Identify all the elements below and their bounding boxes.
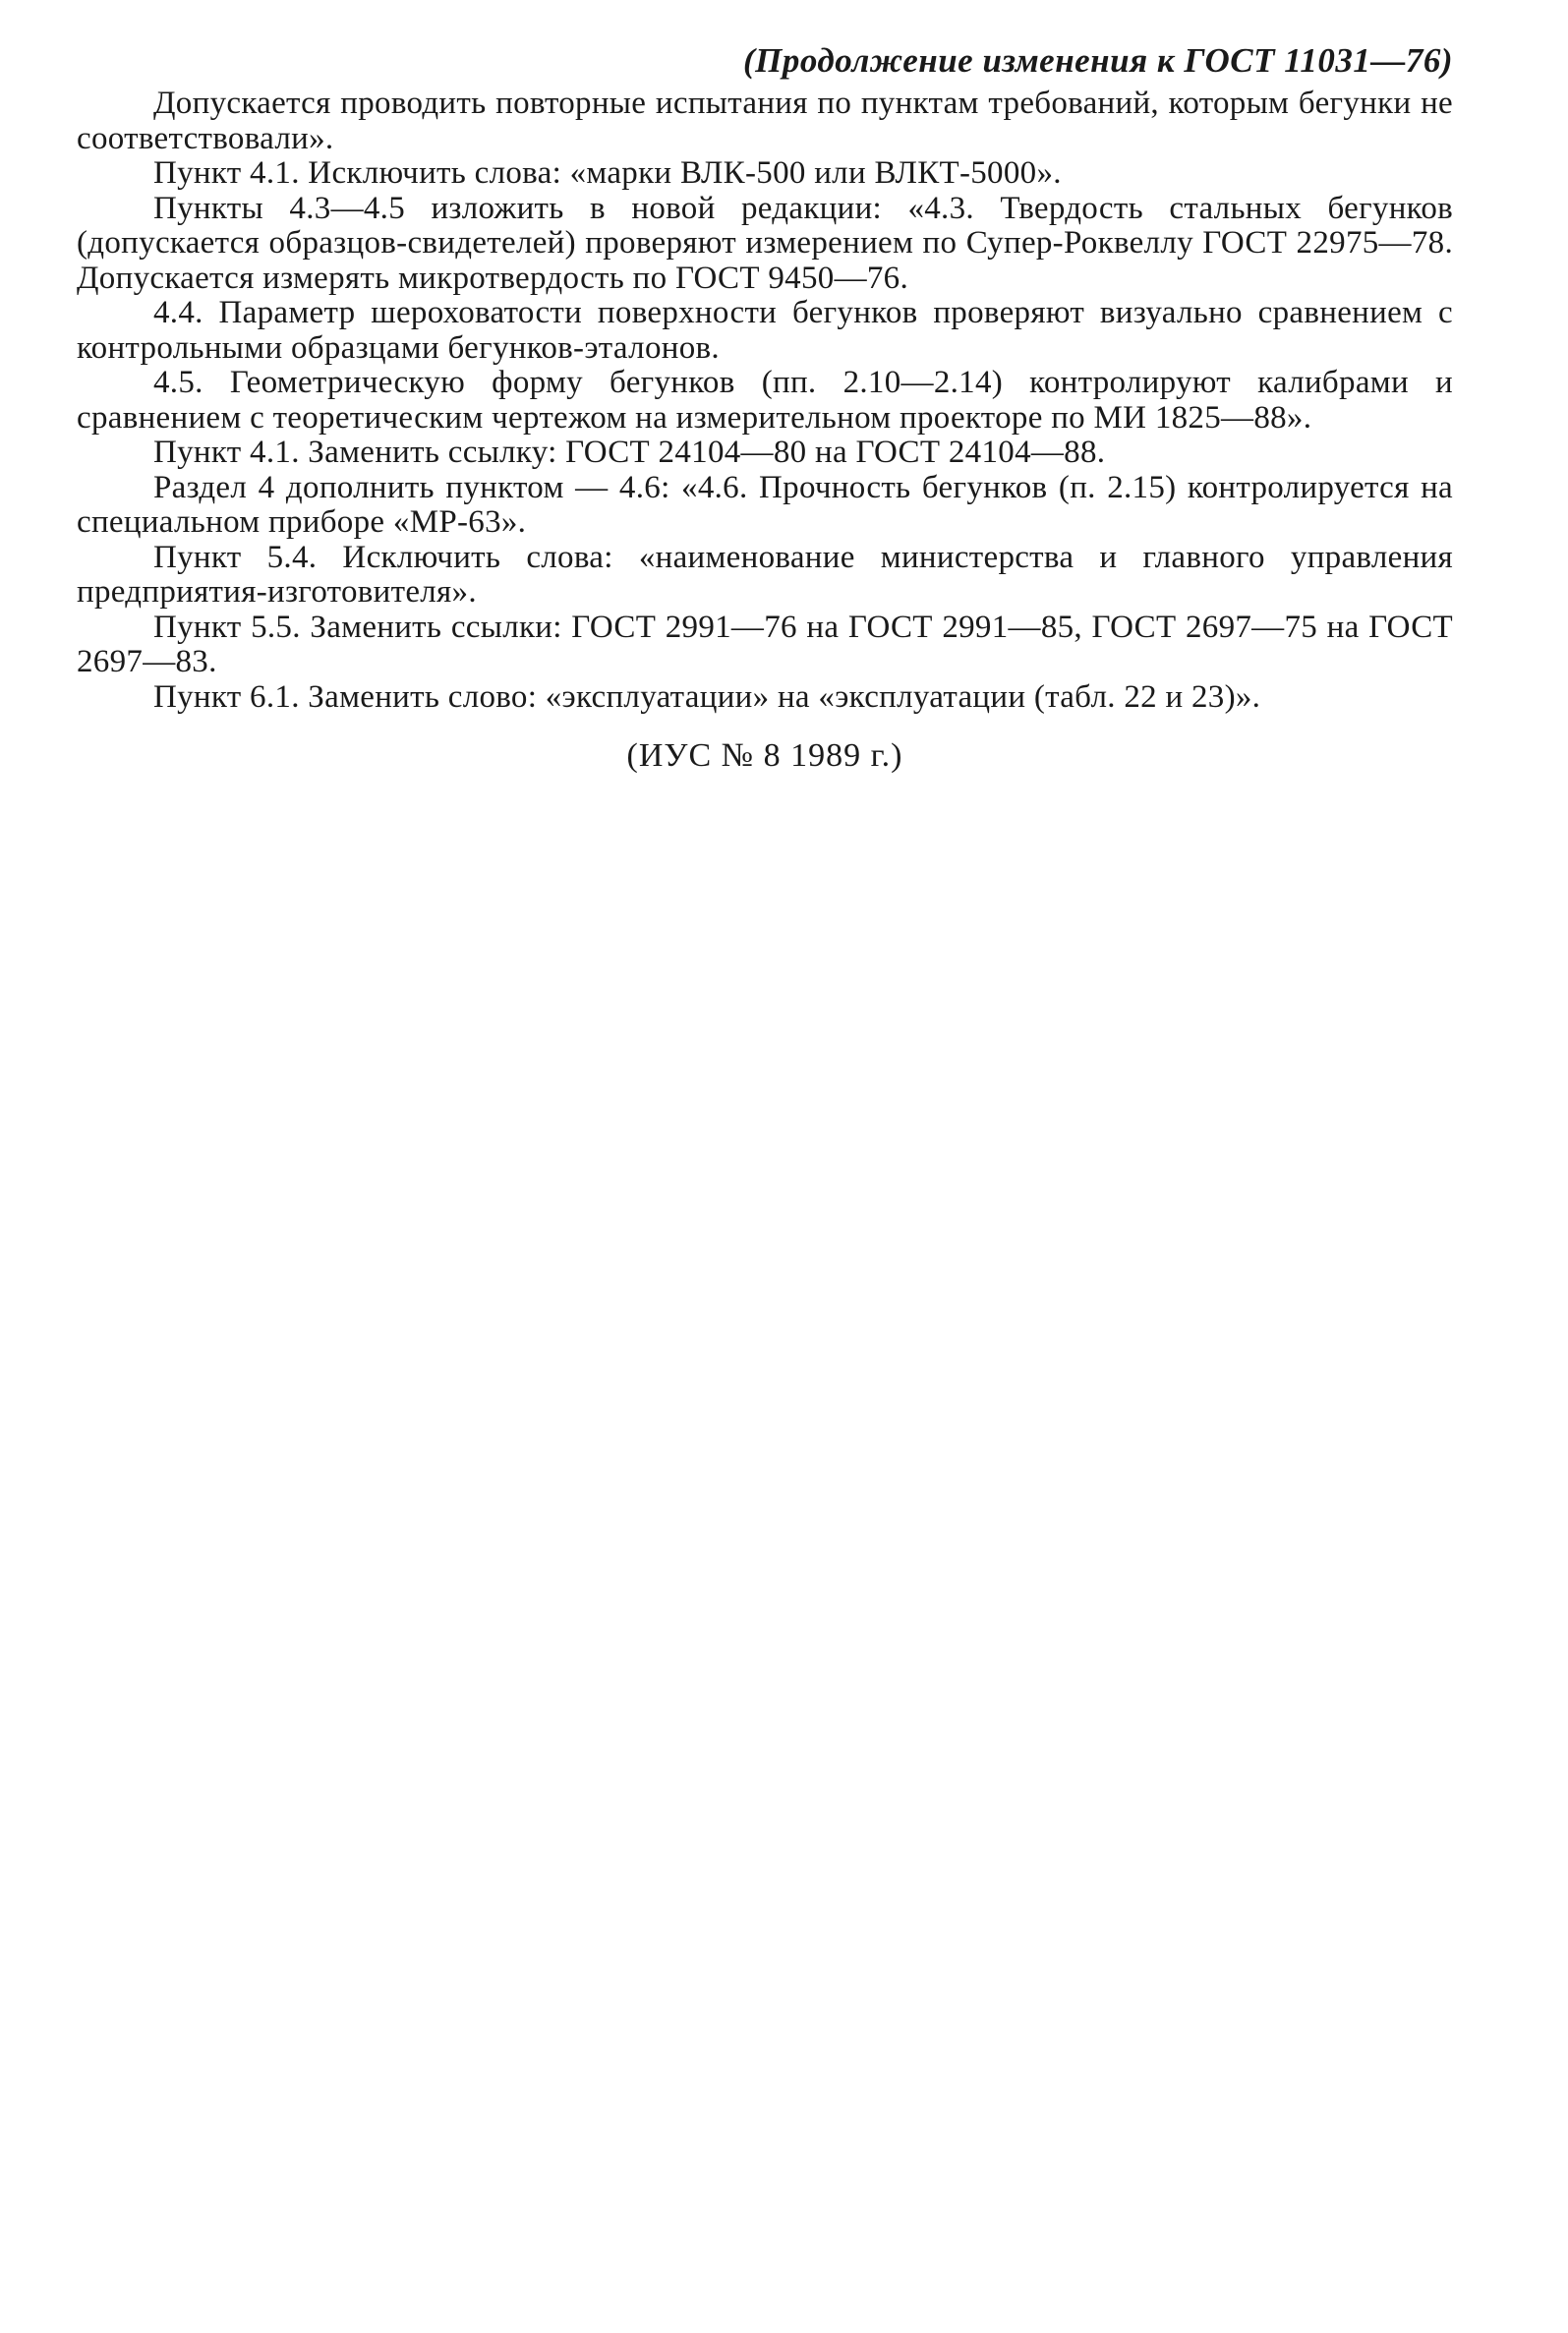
paragraph-item-5-4: Пункт 5.4. Исключить слова: «наименование министерства и главного управления предприятия-изготовителя». bbox=[77, 539, 1453, 610]
source-reference: (ИУС № 8 1989 г.) bbox=[626, 737, 903, 774]
paragraph-item-4-1-replace: Пункт 4.1. Заменить ссылку: ГОСТ 24104—80 на ГОСТ 24104—88. bbox=[153, 435, 1106, 470]
paragraph-section-4-add: Раздел 4 дополнить пунктом — 4.6: «4.6. Прочность бегунков (п. 2.15) контролируется на специальном приборе «МР-63». bbox=[77, 469, 1453, 540]
paragraph-items-4-3-4-5: Пункты 4.3—4.5 изложить в новой редакции: «4.3. Твердость стальных бегунков (допускается образцов-свидетелей) проверяют измерением по Супер-Роквеллу ГОСТ 22975—78. Допускается измерять микротвердость по ГОСТ 9450—76. bbox=[77, 190, 1453, 296]
paragraph-item-4-1-exclude: Пункт 4.1. Исключить слова: «марки ВЛК-500 или ВЛКТ-5000». bbox=[153, 155, 1062, 191]
running-header: (Продолжение изменения к ГОСТ 11031—76) bbox=[743, 41, 1453, 80]
document-body bbox=[77, 87, 1453, 715]
paragraph-item-5-5: Пункт 5.5. Заменить ссылки: ГОСТ 2991—76 на ГОСТ 2991—85, ГОСТ 2697—75 на ГОСТ 2697—83. bbox=[77, 609, 1453, 679]
paragraph-item-6-1: Пункт 6.1. Заменить слово: «эксплуатации» на «эксплуатации (табл. 22 и 23)». bbox=[153, 678, 1261, 715]
paragraph-item-4-5: 4.5. Геометрическую форму бегунков (пп. 2.10—2.14) контролируют калибрами и сравнением с теоретическим чертежом на измерительном проекторе по МИ 1825—88». bbox=[77, 365, 1453, 436]
paragraph-item-4-4: 4.4. Параметр шероховатости поверхности бегунков проверяют визуально сравнением с контрольными образцами бегунков-эталонов. bbox=[77, 295, 1453, 366]
paragraph-retest: Допускается проводить повторные испытания по пунктам требований, которым бегунки не соответствовали». bbox=[77, 86, 1453, 156]
document-page bbox=[77, 39, 1453, 778]
